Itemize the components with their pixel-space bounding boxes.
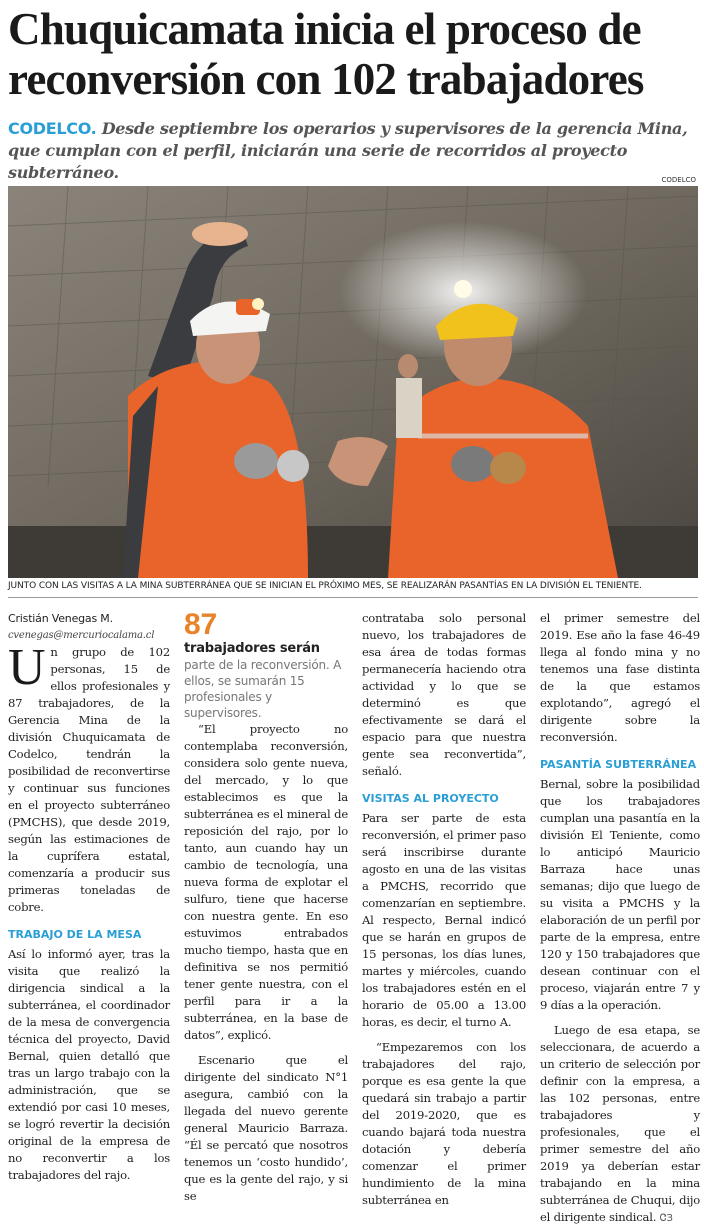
divider: [8, 597, 698, 598]
photo-caption: JUNTO CON LAS VISITAS A LA MINA SUBTERRÁNEA QUE SE INICIAN EL PRÓXIMO MES, SE REALIZARÁN PASANTÍAS EN LA DIVISIÓN EL TENIENTE.: [8, 581, 642, 591]
deck-tag: CODELCO.: [8, 119, 97, 138]
paragraph: Así lo informó ayer, tras la visita que realizó la dirigencia sindical a la subterránea, el coordinador de la mesa de convergencia técnica del proyecto, David Bernal, quien detalló que tras un largo trabajo con la administración, que se extendió por casi 10 meses, se logró revertir la decisión original de la empresa de no reconvertir a los trabajadores del rajo.: [8, 947, 170, 1182]
deck: [8, 118, 698, 184]
headlamp-light: [454, 280, 472, 298]
end-mark: ᏣЗ: [659, 1213, 673, 1224]
paragraph: el primer semestre del 2019. Ese año la fase 46-49 llega al fondo mina y no tenemos una fase distinta de la que estamos explotando”, agregó el dirigente sobre la reconversión.: [540, 611, 700, 744]
column-3: [362, 610, 526, 1207]
paragraph: “El proyecto no contemplaba reconversión, considera solo gente nueva, del mercado, y lo que establecimos es que la subterránea es el mineral de reposición del rajo, por lo tanto, aun cuando hay un cambio de tecnología, una nueva forma de explotar el sulfuro, tiene que hacerse con nuestra gente. En eso estuvimos entrabados mucho tiempo, hasta que en definitiva se nos permitió tener gente nuestra, con el perfil para ir a la subterránea, en la base de datos”, explicó.: [184, 722, 348, 1042]
photo-credit: CODELCO: [661, 176, 696, 184]
callout-light: parte de la reconversión. A ellos, se sumarán 15 profesionales y supervisores.: [184, 658, 342, 720]
paragraph: [540, 1022, 700, 1227]
paragraph: “Empezaremos con los trabajadores del rajo, porque es esa gente la que quedará sin trabajo a partir del 2019-2020, que es cuando bajará toda nuestra dotación y debería comenzar el primer hundimiento de la mina subterránea en: [362, 1040, 526, 1207]
column-1: [8, 610, 170, 1182]
byline-author: Cristián Venegas M.: [8, 612, 113, 625]
subhead-pasantia: PASANTÍA SUBTERRÁNEA: [540, 758, 697, 771]
callout-number: 87: [184, 608, 217, 641]
headline: [8, 4, 698, 104]
byline-email: cvenegas@mercuriocalama.cl: [8, 630, 155, 641]
paragraph: contrataba solo personal nuevo, los trabajadores de esa área de todas formas permanecería haciendo otra actividad y lo que se determinó es que efectivamente se dará el espacio para que nuestra gente sea reconvertida”, señaló.: [362, 611, 526, 778]
news-photo: [8, 186, 698, 578]
paragraph: Escenario que el dirigente del sindicato N°1 asegura, cambió con la llegada del nuevo gerente general Mauricio Barraza. “Él se percató que nosotros tenemos un ‘costo hundido’, que es la gente del rajo, y si se: [184, 1053, 348, 1203]
deck-text: Desde septiembre los operarios y supervisores de la gerencia Mina, que cumplan con el perfil, iniciarán una serie de recorridos al proyecto subterráneo.: [8, 119, 688, 182]
headline-line-1: Chuquicamata inicia el proceso de: [8, 4, 641, 54]
subhead-trabajo: TRABAJO DE LA MESA: [8, 928, 142, 941]
subhead-visitas: VISITAS AL PROYECTO: [362, 792, 499, 805]
lead-paragraph: [8, 639, 170, 916]
column-4: [540, 610, 700, 1224]
paragraph: Para ser parte de esta reconversión, el primer paso será inscribirse durante agosto en una de las visitas a PMCHS, recorrido que comenzarían en septiembre. Al respecto, Bernal indicó que se harán en grupos de 15 personas, los días lunes, martes y miércoles, cuando los trabajadores estén en el horario de 05.00 a 13.00 horas, es decir, el turno A.: [362, 811, 526, 1029]
paragraph: Bernal, sobre la posibilidad que los trabajadores cumplan una pasantía en la división El Teniente, como lo anticipó Mauricio Barraza hace unas semanas; dijo que luego de su visita a PMCHS y la elaboración de un perfil por parte de la empresa, entre 120 y 150 trabajadores que desean continuar con el proceso, viajarán entre 7 y 9 días a la operación.: [540, 777, 700, 1012]
headline-line-2: reconversión con 102 trabajadores: [8, 54, 644, 104]
column-2: [184, 608, 348, 1203]
mine-photo-illustration: [8, 186, 698, 578]
lead-text: n grupo de 102 personas, 15 de ellos profesionales y 87 trabajadores, de la Gerencia Mina de la división Chuquicamata de Codelco, tendrán la posibilidad de reconvertirse y continuar sus funciones en el proyecto subterráneo (PMCHS), que desde 2019, según las estimaciones de la cuprífera estatal, comenzaría a producir sus primeras toneladas de cobre.: [8, 645, 170, 914]
drop-cap: U: [8, 639, 46, 696]
callout-strong: trabajadores serán: [184, 641, 320, 656]
closing-text: Luego de esa etapa, se seleccionara, de acuerdo a un criterio de selección por definir con la empresa, a las 102 personas, entre trabajadores y profesionales, que el primer semestre del año 2019 ya deberían estar trabajando en la mina subterránea de Chuqui, dijo el dirigente sindical.: [540, 1023, 700, 1224]
